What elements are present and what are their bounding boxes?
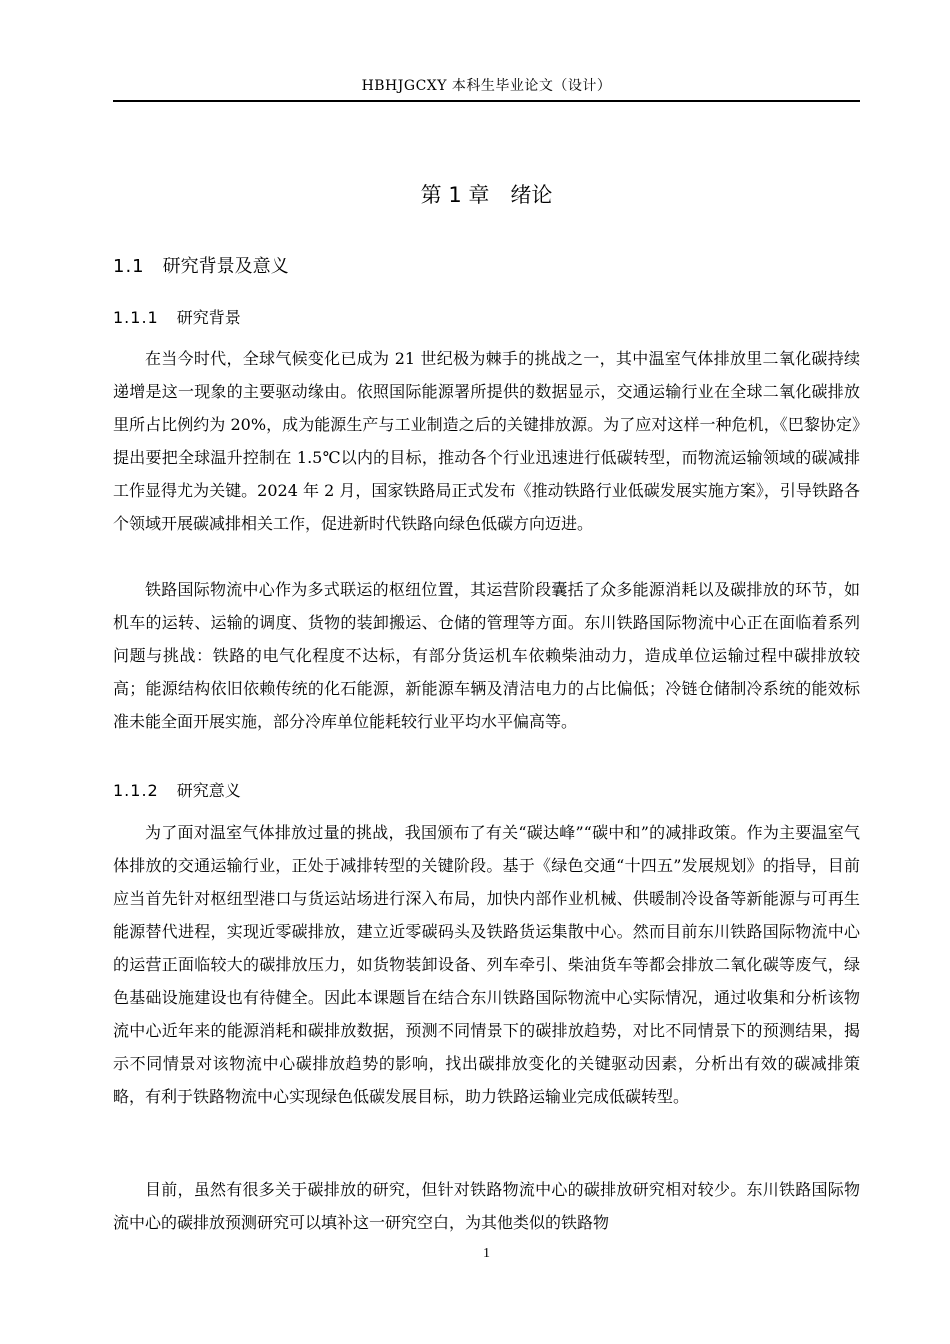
subsection-heading-1-1-1: [113, 305, 860, 331]
subsection-title: 研究意义: [176, 781, 241, 800]
header-rule: [113, 100, 860, 102]
section-number: 1.1: [113, 256, 145, 277]
section-title: 研究背景及意义: [162, 256, 289, 277]
body-paragraph: 目前，虽然有很多关于碳排放的研究，但针对铁路物流中心的碳排放研究相对较少。东川铁路国际物流中心的碳排放预测研究可以填补这一研究空白，为其他类似的铁路物: [113, 1180, 860, 1232]
subsection-number: 1.1.2: [113, 781, 159, 800]
running-header: HBHJGCXY 本科生毕业论文（设计）: [361, 78, 612, 94]
subsection-number: 1.1.1: [113, 308, 159, 327]
subsection-title: 研究背景: [176, 308, 241, 327]
chapter-title: 第 1 章 绪论: [420, 183, 553, 207]
section-heading-1-1: [113, 253, 860, 281]
page-number: 1: [483, 1246, 490, 1261]
body-paragraph: 铁路国际物流中心作为多式联运的枢纽位置，其运营阶段囊括了众多能源消耗以及碳排放的环节，如机车的运转、运输的调度、货物的装卸搬运、仓储的管理等方面。东川铁路国际物流中心正在面临着系列问题与挑战：铁路的电气化程度不达标，有部分货运机车依赖柴油动力，造成单位运输过程中碳排放较高；能源结构依旧依赖传统的化石能源，新能源车辆及清洁电力的占比偏低；冷链仓储制冷系统的能效标准未能全面开展实施，部分冷库单位能耗较行业平均水平偏高等。: [113, 580, 860, 731]
body-paragraph: 为了面对温室气体排放过量的挑战，我国颁布了有关“碳达峰”“碳中和”的减排政策。作为主要温室气体排放的交通运输行业，正处于减排转型的关键阶段。基于《绿色交通“十四五”发展规划》的指导，目前应当首先针对枢纽型港口与货运站场进行深入布局，加快内部作业机械、供暖制冷设备等新能源与可再生能源替代进程，实现近零碳排放，建立近零碳码头及铁路货运集散中心。然而目前东川铁路国际物流中心的运营正面临较大的碳排放压力，如货物装卸设备、列车牵引、柴油货车等都会排放二氧化碳等废气，绿色基础设施建设也有待健全。因此本课题旨在结合东川铁路国际物流中心实际情况，通过收集和分析该物流中心近年来的能源消耗和碳排放数据，预测不同情景下的碳排放趋势，对比不同情景下的预测结果，揭示不同情景对该物流中心碳排放趋势的影响，找出碳排放变化的关键驱动因素，分析出有效的碳减排策略，有利于铁路物流中心实现绿色低碳发展目标，助力铁路运输业完成低碳转型。: [113, 823, 860, 1106]
body-paragraph: 在当今时代，全球气候变化已成为 21 世纪极为棘手的挑战之一，其中温室气体排放里二氧化碳持续递增是这一现象的主要驱动缘由。依照国际能源署所提供的数据显示，交通运输行业在全球二氧化碳排放里所占比例约为 20%，成为能源生产与工业制造之后的关键排放源。为了应对这样一种危机，《巴黎协定》提出要把全球温升控制在 1.5℃以内的目标，推动各个行业迅速进行低碳转型，而物流运输领域的碳减排工作显得尤为关键。2024 年 2 月，国家铁路局正式发布《推动铁路行业低碳发展实施方案》，引导铁路各个领域开展碳减排相关工作，促进新时代铁路向绿色低碳方向迈进。: [113, 349, 860, 533]
subsection-heading-1-1-2: [113, 778, 860, 804]
